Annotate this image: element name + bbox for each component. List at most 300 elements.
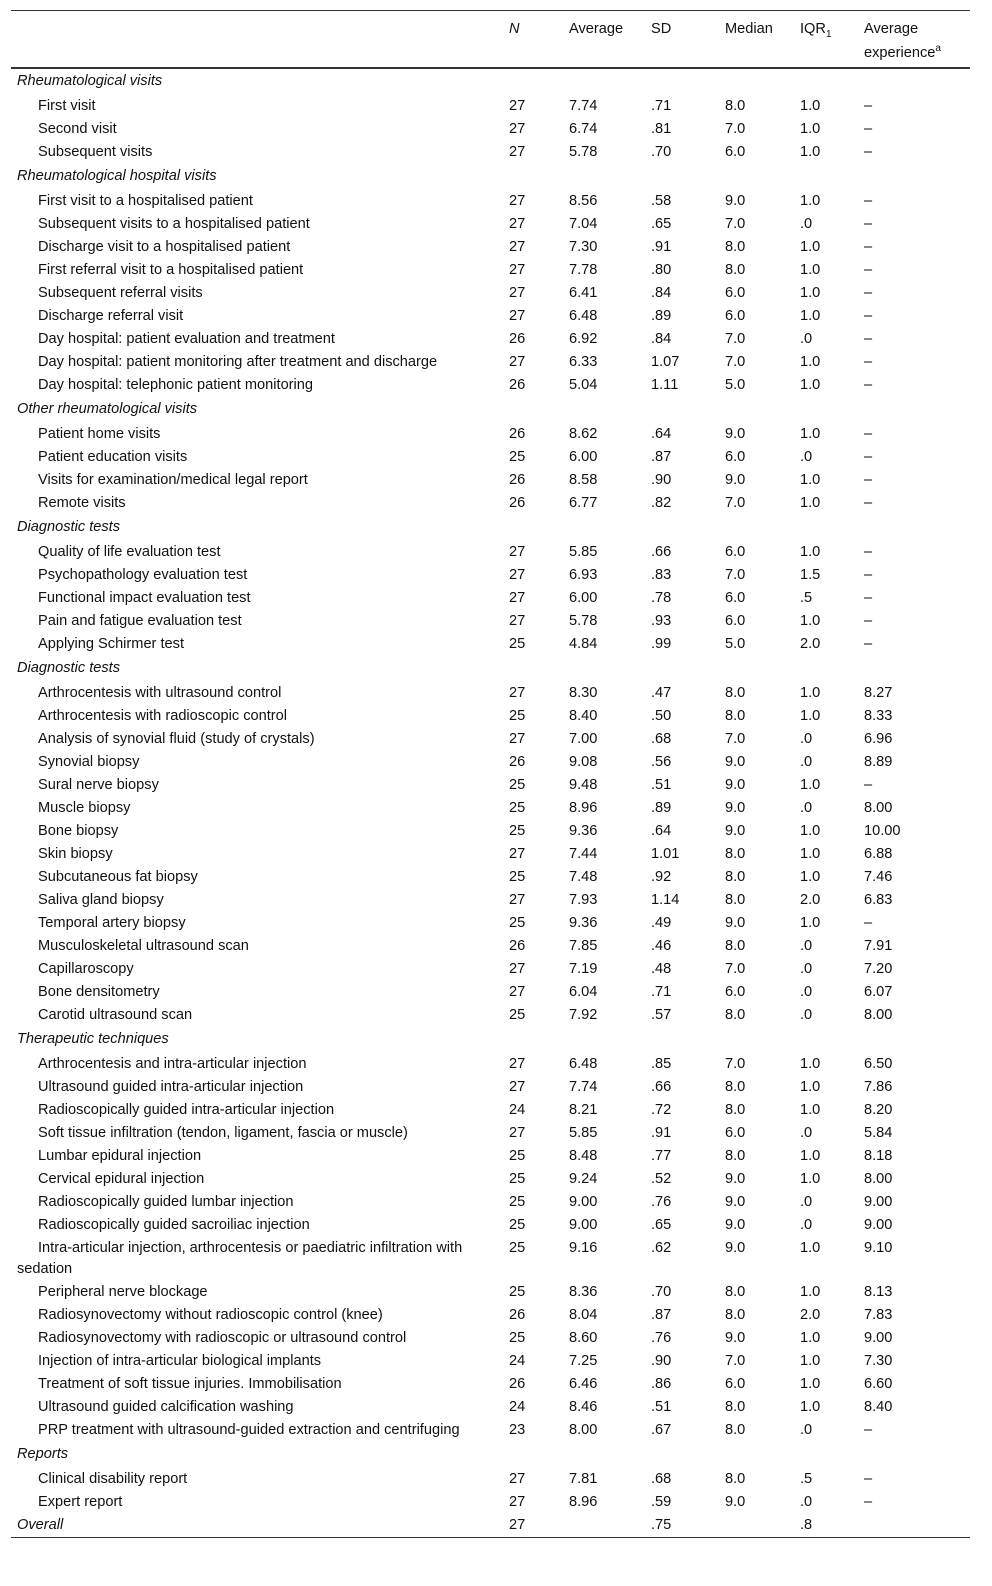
- cell-average-experience: 6.50: [864, 1055, 893, 1072]
- cell-average-experience: 8.00: [864, 799, 893, 816]
- cell-average: 8.48: [569, 1147, 598, 1164]
- cell-median: 9.0: [725, 1493, 746, 1510]
- cell-median: 8.0: [725, 937, 746, 954]
- row-label: Visits for examination/medical legal report: [38, 471, 308, 488]
- row-label: First visit: [38, 97, 96, 114]
- cell-median: 7.0: [725, 730, 746, 747]
- table-row: [11, 633, 970, 656]
- cell-average-experience: 8.13: [864, 1283, 893, 1300]
- cell-n: 27: [509, 845, 526, 862]
- cell-n: 25: [509, 1193, 526, 1210]
- cell-median: 9.0: [725, 1329, 746, 1346]
- cell-median: 7.0: [725, 566, 746, 583]
- cell-sd: .62: [651, 1239, 672, 1256]
- cell-average: 7.04: [569, 215, 598, 232]
- cell-iqr: .0: [800, 1421, 813, 1438]
- cell-average-experience: –: [864, 261, 873, 278]
- cell-n: 26: [509, 1306, 526, 1323]
- cell-iqr: 1.0: [800, 543, 821, 560]
- table-row: [11, 93, 970, 118]
- cell-median: 8.0: [725, 261, 746, 278]
- cell-n: 27: [509, 143, 526, 160]
- cell-n: 27: [509, 284, 526, 301]
- cell-average: 7.74: [569, 1078, 598, 1095]
- cell-average: 7.74: [569, 97, 598, 114]
- table-row: [11, 118, 970, 141]
- section-heading-row: [11, 68, 970, 93]
- cell-sd: .48: [651, 960, 672, 977]
- cell-n: 26: [509, 494, 526, 511]
- table-row: [11, 751, 970, 774]
- cell-sd: .66: [651, 1078, 672, 1095]
- cell-sd: .89: [651, 799, 672, 816]
- table-row: [11, 1191, 970, 1214]
- cell-n: 25: [509, 707, 526, 724]
- cell-average-experience: –: [864, 120, 873, 137]
- cell-n: 25: [509, 822, 526, 839]
- cell-n: 27: [509, 566, 526, 583]
- cell-average: 6.46: [569, 1375, 598, 1392]
- cell-average-experience: –: [864, 330, 873, 347]
- cell-average: 5.85: [569, 543, 598, 560]
- cell-sd: .84: [651, 330, 672, 347]
- cell-average-experience: [858, 1514, 970, 1538]
- row-label: Subsequent referral visits: [38, 284, 203, 301]
- cell-average-experience: 7.46: [864, 868, 893, 885]
- cell-sd: .47: [651, 684, 672, 701]
- cell-median: 8.0: [725, 238, 746, 255]
- cell-sd: .90: [651, 471, 672, 488]
- cell-sd: .70: [651, 143, 672, 160]
- table-row: [11, 610, 970, 633]
- cell-n: 24: [509, 1398, 526, 1415]
- cell-iqr: 1.0: [800, 914, 821, 931]
- row-label: First referral visit to a hospitalised patient: [38, 261, 304, 278]
- cell-sd: .83: [651, 566, 672, 583]
- cell-average-experience: 6.88: [864, 845, 893, 862]
- cell-median: 9.0: [725, 471, 746, 488]
- table-row: [11, 282, 970, 305]
- cell-average: 4.84: [569, 635, 598, 652]
- table-row: [11, 236, 970, 259]
- cell-median: 7.0: [725, 1352, 746, 1369]
- cell-median: 7.0: [725, 960, 746, 977]
- cell-iqr: 1.0: [800, 684, 821, 701]
- cell-average-experience: 8.00: [864, 1006, 893, 1023]
- cell-average-experience: 8.00: [864, 1170, 893, 1187]
- cell-iqr: .0: [800, 1216, 813, 1233]
- section-heading-row: [11, 397, 970, 421]
- cell-median: 6.0: [725, 612, 746, 629]
- cell-average: 5.85: [569, 1124, 598, 1141]
- header-average: Average: [569, 21, 624, 37]
- header-iqr-subscript: 1: [825, 28, 832, 40]
- cell-average: 7.30: [569, 238, 598, 255]
- cell-n: 27: [509, 1470, 526, 1487]
- cell-average: 9.00: [569, 1216, 598, 1233]
- section-heading-row: [11, 164, 970, 188]
- row-label: Subcutaneous fat biopsy: [38, 868, 198, 885]
- section-title: Other rheumatological visits: [17, 400, 198, 417]
- cell-average: 7.48: [569, 868, 598, 885]
- cell-average: 7.44: [569, 845, 598, 862]
- table-row: [11, 539, 970, 564]
- cell-n: 27: [509, 120, 526, 137]
- cell-iqr: 1.0: [800, 494, 821, 511]
- cell-average-experience: –: [864, 376, 873, 393]
- cell-n: 27: [509, 1078, 526, 1095]
- row-label: Radioscopically guided intra-articular injection: [38, 1101, 335, 1118]
- cell-median: 6.0: [725, 143, 746, 160]
- cell-sd: .84: [651, 284, 672, 301]
- row-label: Psychopathology evaluation test: [38, 566, 248, 583]
- cell-median: 8.0: [725, 1283, 746, 1300]
- cell-iqr: 1.0: [800, 1398, 821, 1415]
- cell-iqr: .0: [800, 1493, 813, 1510]
- table-row: [11, 1076, 970, 1099]
- cell-n: 26: [509, 471, 526, 488]
- cell-iqr: 1.0: [800, 120, 821, 137]
- cell-average-experience: –: [864, 238, 873, 255]
- cell-n: 27: [509, 353, 526, 370]
- row-label: Remote visits: [38, 494, 126, 511]
- cell-n: 25: [509, 868, 526, 885]
- cell-average-experience: 8.18: [864, 1147, 893, 1164]
- row-label: Patient home visits: [38, 425, 161, 442]
- cell-n: 26: [509, 330, 526, 347]
- cell-sd: .51: [651, 776, 672, 793]
- cell-iqr: .0: [800, 1193, 813, 1210]
- table-row: [11, 1145, 970, 1168]
- cell-average-experience: –: [864, 635, 873, 652]
- cell-sd: .93: [651, 612, 672, 629]
- cell-sd: .72: [651, 1101, 672, 1118]
- cell-average: 6.77: [569, 494, 598, 511]
- header-iqr-text: IQR: [800, 21, 826, 37]
- cell-iqr: 1.0: [800, 868, 821, 885]
- cell-n: 26: [509, 937, 526, 954]
- table-row: [11, 774, 970, 797]
- cell-n: 27: [509, 543, 526, 560]
- row-label: Skin biopsy: [38, 845, 113, 862]
- cell-average-experience: –: [864, 776, 873, 793]
- cell-sd: .92: [651, 868, 672, 885]
- row-label: Day hospital: telephonic patient monitoring: [38, 376, 314, 393]
- cell-n: 25: [509, 1006, 526, 1023]
- cell-average-experience: –: [864, 1421, 873, 1438]
- cell-median: 9.0: [725, 1239, 746, 1256]
- row-label: Discharge visit to a hospitalised patient: [38, 238, 291, 255]
- table-row: [11, 728, 970, 751]
- cell-average-experience: 8.27: [864, 684, 893, 701]
- cell-average-experience: 8.89: [864, 753, 893, 770]
- cell-median: 6.0: [725, 983, 746, 1000]
- cell-median: 8.0: [725, 891, 746, 908]
- cell-n: 24: [509, 1352, 526, 1369]
- cell-sd: .99: [651, 635, 672, 652]
- cell-n: 27: [509, 891, 526, 908]
- cell-average-experience: –: [864, 307, 873, 324]
- header-average-experience: [858, 11, 970, 68]
- cell-n: 26: [509, 753, 526, 770]
- section-heading-row: [11, 515, 970, 539]
- cell-median: 8.0: [725, 1006, 746, 1023]
- cell-n: 27: [509, 960, 526, 977]
- cell-iqr: .0: [800, 799, 813, 816]
- row-label: Patient education visits: [38, 448, 188, 465]
- cell-average: 5.04: [569, 376, 598, 393]
- cell-sd: .58: [651, 192, 672, 209]
- cell-n: 25: [509, 799, 526, 816]
- cell-n: 27: [509, 1516, 526, 1533]
- cell-average-experience: –: [864, 543, 873, 560]
- table-row: [11, 1168, 970, 1191]
- cell-average-experience: –: [864, 192, 873, 209]
- cell-n: 27: [509, 215, 526, 232]
- cell-iqr: 1.0: [800, 1078, 821, 1095]
- cell-average: 9.36: [569, 914, 598, 931]
- cell-iqr: .0: [800, 753, 813, 770]
- cell-average: 8.30: [569, 684, 598, 701]
- row-label: Saliva gland biopsy: [38, 891, 164, 908]
- cell-median: 9.0: [725, 192, 746, 209]
- cell-average: 8.04: [569, 1306, 598, 1323]
- cell-average-experience: –: [864, 1470, 873, 1487]
- section-title: Diagnostic tests: [17, 518, 121, 535]
- row-label: Clinical disability report: [38, 1470, 188, 1487]
- section-heading-row: [11, 1442, 970, 1466]
- header-sd: SD: [651, 21, 672, 37]
- cell-median: 8.0: [725, 97, 746, 114]
- table-row: [11, 866, 970, 889]
- cell-average-experience: –: [864, 425, 873, 442]
- cell-n: 27: [509, 589, 526, 606]
- cell-sd: 1.01: [651, 845, 680, 862]
- table-row: [11, 820, 970, 843]
- cell-sd: .75: [651, 1516, 672, 1533]
- cell-n: 26: [509, 425, 526, 442]
- row-label: Musculoskeletal ultrasound scan: [38, 937, 249, 954]
- cell-iqr: .0: [800, 730, 813, 747]
- cell-median: 6.0: [725, 284, 746, 301]
- cell-average-experience: 6.07: [864, 983, 893, 1000]
- row-label: Muscle biopsy: [38, 799, 131, 816]
- section-title: Diagnostic tests: [17, 659, 121, 676]
- cell-iqr: 1.0: [800, 238, 821, 255]
- table-row: [11, 188, 970, 213]
- cell-median: 5.0: [725, 376, 746, 393]
- cell-median: 8.0: [725, 1101, 746, 1118]
- row-label: Capillaroscopy: [38, 960, 134, 977]
- cell-sd: .78: [651, 589, 672, 606]
- row-label: Radioscopically guided lumbar injection: [38, 1193, 294, 1210]
- section-title: Rheumatological hospital visits: [17, 167, 217, 184]
- row-label: Carotid ultrasound scan: [38, 1006, 193, 1023]
- cell-average: [563, 1514, 645, 1538]
- table-row: [11, 981, 970, 1004]
- cell-average-experience: 7.20: [864, 960, 893, 977]
- cell-median: 7.0: [725, 120, 746, 137]
- cell-average: 7.85: [569, 937, 598, 954]
- row-label: Injection of intra-articular biological implants: [38, 1352, 322, 1369]
- cell-n: 27: [509, 97, 526, 114]
- row-label: First visit to a hospitalised patient: [38, 192, 253, 209]
- cell-average-experience: –: [864, 448, 873, 465]
- cell-average: 6.33: [569, 353, 598, 370]
- row-label: Intra-articular injection, arthrocentesis or paediatric infiltration with sedation: [17, 1239, 463, 1277]
- cell-average: 6.48: [569, 1055, 598, 1072]
- cell-average-experience: 5.84: [864, 1124, 893, 1141]
- cell-iqr: .0: [800, 330, 813, 347]
- cell-iqr: 1.0: [800, 612, 821, 629]
- row-label: Ultrasound guided calcification washing: [38, 1398, 294, 1415]
- cell-sd: .64: [651, 425, 672, 442]
- cell-n: 25: [509, 1170, 526, 1187]
- table-row: [11, 328, 970, 351]
- cell-average-experience: 8.40: [864, 1398, 893, 1415]
- table-row: [11, 705, 970, 728]
- cell-iqr: 1.0: [800, 261, 821, 278]
- cell-average: 9.16: [569, 1239, 598, 1256]
- cell-iqr: .8: [800, 1516, 813, 1533]
- cell-sd: .91: [651, 238, 672, 255]
- cell-average: 9.00: [569, 1193, 598, 1210]
- row-label: Lumbar epidural injection: [38, 1147, 202, 1164]
- cell-average-experience: 7.91: [864, 937, 893, 954]
- cell-median: 9.0: [725, 914, 746, 931]
- cell-iqr: 2.0: [800, 1306, 821, 1323]
- table-row: [11, 492, 970, 515]
- cell-average: 7.93: [569, 891, 598, 908]
- cell-sd: .56: [651, 753, 672, 770]
- cell-iqr: 1.0: [800, 707, 821, 724]
- cell-average-experience: 7.30: [864, 1352, 893, 1369]
- cell-median: 8.0: [725, 684, 746, 701]
- cell-n: 27: [509, 307, 526, 324]
- overall-label: Overall: [17, 1516, 64, 1533]
- cell-iqr: .5: [800, 1470, 813, 1487]
- cell-sd: .82: [651, 494, 672, 511]
- cell-median: 5.0: [725, 635, 746, 652]
- section-title: Rheumatological visits: [17, 72, 163, 89]
- cell-median: 9.0: [725, 776, 746, 793]
- row-label: Sural nerve biopsy: [38, 776, 159, 793]
- cell-average: 8.62: [569, 425, 598, 442]
- row-label: Applying Schirmer test: [38, 635, 184, 652]
- cell-iqr: 1.0: [800, 307, 821, 324]
- table-row: [11, 1419, 970, 1442]
- cell-median: 6.0: [725, 543, 746, 560]
- table-row: [11, 1396, 970, 1419]
- cell-iqr: 1.0: [800, 1329, 821, 1346]
- cell-median: 8.0: [725, 1398, 746, 1415]
- cell-average: 6.04: [569, 983, 598, 1000]
- cell-average-experience: 8.20: [864, 1101, 893, 1118]
- table-row: [11, 889, 970, 912]
- cell-sd: .87: [651, 448, 672, 465]
- row-label: Synovial biopsy: [38, 753, 140, 770]
- cell-sd: 1.14: [651, 891, 680, 908]
- cell-average-experience: –: [864, 1493, 873, 1510]
- header-experience-line2: experience: [864, 44, 936, 61]
- table-row: [11, 680, 970, 705]
- cell-average-experience: 9.00: [864, 1193, 893, 1210]
- cell-average-experience: 9.00: [864, 1216, 893, 1233]
- row-label: Quality of life evaluation test: [38, 543, 221, 560]
- section-heading-row: [11, 656, 970, 680]
- cell-average-experience: 9.10: [864, 1239, 893, 1256]
- cell-n: 27: [509, 1493, 526, 1510]
- cell-sd: 1.11: [651, 376, 679, 393]
- cell-median: 9.0: [725, 753, 746, 770]
- cell-average: 8.40: [569, 707, 598, 724]
- cell-sd: .71: [651, 983, 672, 1000]
- table-row: [11, 1304, 970, 1327]
- cell-median: 7.0: [725, 1055, 746, 1072]
- cell-n: 23: [509, 1421, 526, 1438]
- cell-median: 8.0: [725, 1306, 746, 1323]
- cell-sd: .80: [651, 261, 672, 278]
- cell-average-experience: –: [864, 494, 873, 511]
- cell-median: 7.0: [725, 353, 746, 370]
- cell-sd: .87: [651, 1306, 672, 1323]
- row-label: Expert report: [38, 1493, 123, 1510]
- cell-iqr: 1.0: [800, 425, 821, 442]
- cell-median: 9.0: [725, 1216, 746, 1233]
- table-row: [11, 469, 970, 492]
- cell-average: 8.00: [569, 1421, 598, 1438]
- table-row: [11, 446, 970, 469]
- cell-sd: .81: [651, 120, 672, 137]
- cell-average: 7.78: [569, 261, 598, 278]
- cell-iqr: .5: [800, 589, 813, 606]
- cell-average: 7.00: [569, 730, 598, 747]
- cell-median: 7.0: [725, 215, 746, 232]
- row-label: Radiosynovectomy with radioscopic or ultrasound control: [38, 1329, 407, 1346]
- cell-n: 27: [509, 261, 526, 278]
- cell-average: 8.60: [569, 1329, 598, 1346]
- cell-n: 27: [509, 238, 526, 255]
- cell-average: 8.96: [569, 1493, 598, 1510]
- cell-sd: .46: [651, 937, 672, 954]
- cell-iqr: 1.0: [800, 143, 821, 160]
- cell-average-experience: 10.00: [864, 822, 901, 839]
- cell-iqr: 1.0: [800, 1055, 821, 1072]
- cell-n: 27: [509, 983, 526, 1000]
- table-row: [11, 259, 970, 282]
- row-label: Radiosynovectomy without radioscopic control (knee): [38, 1306, 383, 1323]
- cell-average-experience: 7.83: [864, 1306, 893, 1323]
- row-label: Arthrocentesis and intra-articular injection: [38, 1055, 307, 1072]
- row-label: Radioscopically guided sacroiliac injection: [38, 1216, 310, 1233]
- row-label: Day hospital: patient monitoring after treatment and discharge: [38, 353, 438, 370]
- cell-iqr: 1.0: [800, 845, 821, 862]
- cell-sd: .57: [651, 1006, 672, 1023]
- row-label: Analysis of synovial fluid (study of crystals): [38, 730, 315, 747]
- row-label: Soft tissue infiltration (tendon, ligament, fascia or muscle): [38, 1124, 408, 1141]
- cell-iqr: 1.0: [800, 822, 821, 839]
- cell-average-experience: –: [864, 215, 873, 232]
- cell-n: 26: [509, 1375, 526, 1392]
- table-row: [11, 1214, 970, 1237]
- cell-iqr: 1.0: [800, 1352, 821, 1369]
- cell-n: 25: [509, 1329, 526, 1346]
- cell-median: 8.0: [725, 868, 746, 885]
- table-row: [11, 1327, 970, 1350]
- cell-median: 8.0: [725, 707, 746, 724]
- cell-sd: .89: [651, 307, 672, 324]
- cell-median: 6.0: [725, 307, 746, 324]
